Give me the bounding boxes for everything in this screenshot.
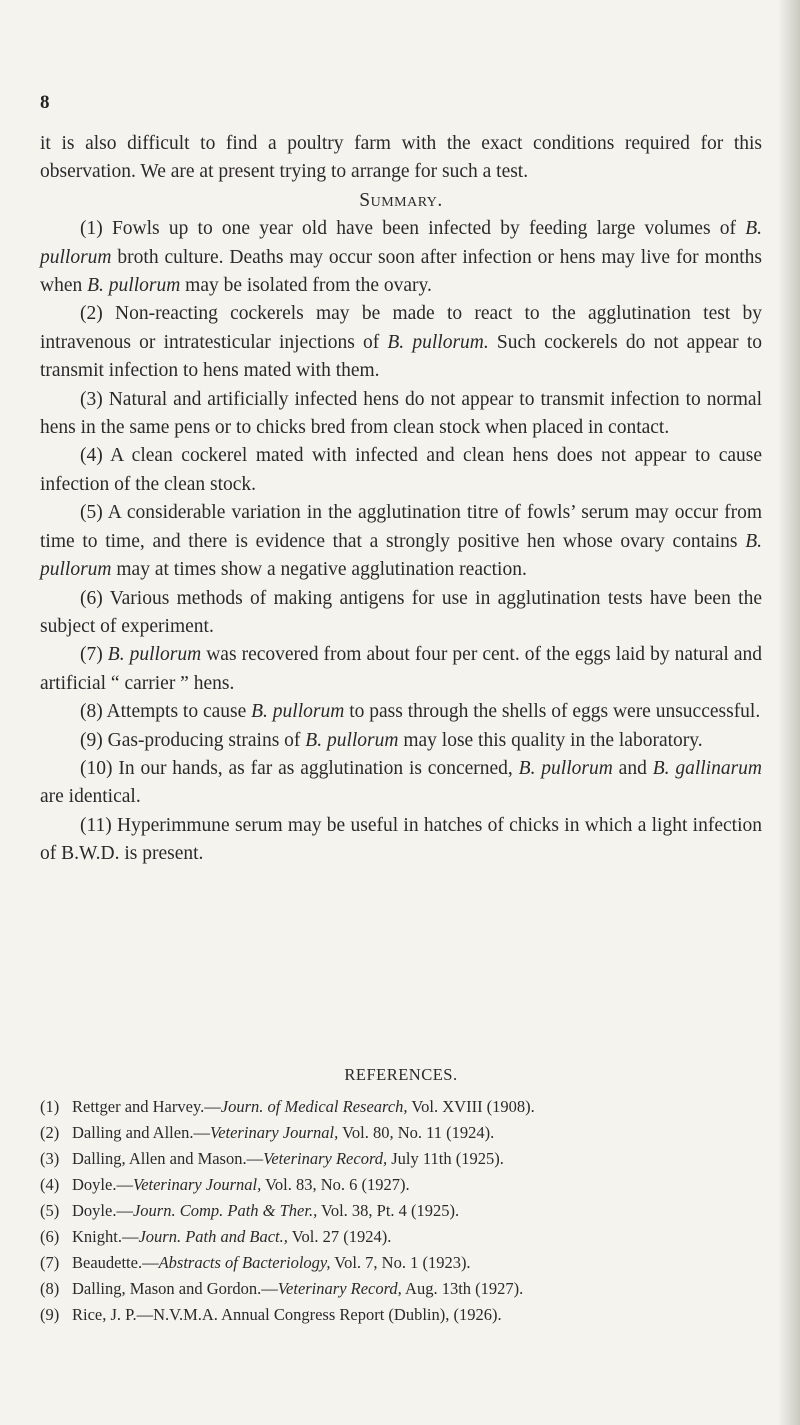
summary-item	[40, 386, 762, 443]
summary-item	[40, 442, 762, 499]
reference-number: (3)	[40, 1149, 60, 1168]
reference-number: (8)	[40, 1279, 60, 1298]
summary-item	[40, 698, 762, 726]
text-run: (11) Hyperimmune serum may be useful in hatches of chicks in which a light infection of B.W.D. is present.	[40, 814, 762, 865]
text-run: are identical.	[40, 786, 141, 808]
text-run: and	[612, 757, 653, 779]
reference-number: (6)	[40, 1227, 60, 1246]
page-edge-shadow	[778, 0, 800, 1425]
text-run: (2) Non-reacting cockerels may be made to react to the agglutination test by intravenous or intratesticular injections of	[40, 303, 762, 353]
text-run: Vol. 83, No. 6 (1927).	[261, 1175, 410, 1194]
text-run: (10) In our hands, as far as agglutination is concerned,	[80, 757, 519, 779]
italic-text: B. pullorum	[87, 275, 181, 297]
italic-text: Veterinary Record,	[277, 1279, 402, 1298]
text-run: Vol. 7, No. 1 (1923).	[330, 1253, 471, 1272]
italic-text: Veterinary Journal,	[209, 1123, 339, 1142]
italic-text: B. pullorum	[40, 218, 762, 268]
reference-number: (2)	[40, 1123, 60, 1142]
text-run: Vol. 80, No. 11 (1924).	[338, 1123, 495, 1142]
reference-item	[40, 1224, 762, 1250]
references-list	[40, 1094, 762, 1328]
references-section	[40, 1062, 762, 1328]
reference-item	[40, 1146, 762, 1172]
text-run: Dalling and Allen.—	[72, 1123, 210, 1142]
text-run: (3) Natural and artificially infected hens do not appear to transmit infection to normal hens in the same pens or to chicks bred from clean stock when placed in contact.	[40, 388, 762, 439]
text-run: (9) Gas-producing strains of	[80, 729, 306, 751]
text-run: may lose this quality in the laboratory.	[398, 729, 703, 751]
text-run: Doyle.—	[72, 1201, 133, 1220]
text-run: (8) Attempts to cause	[80, 701, 252, 723]
text-run: Vol. XVIII (1908).	[407, 1097, 535, 1116]
reference-item	[40, 1302, 762, 1328]
summary-item	[40, 755, 762, 812]
italic-text: Journ. Comp. Path & Ther.,	[132, 1201, 318, 1220]
reference-number: (1)	[40, 1097, 60, 1116]
reference-item	[40, 1094, 762, 1120]
summary-item	[40, 641, 762, 698]
text-run: Rice, J. P.—N.V.M.A. Annual Congress Report (Dublin), (1926).	[72, 1305, 502, 1324]
text-run: Beaudette.—	[72, 1253, 159, 1272]
reference-number: (7)	[40, 1253, 60, 1272]
reference-item	[40, 1172, 762, 1198]
text-run: Dalling, Mason and Gordon.—	[72, 1279, 278, 1298]
text-run: (5) A considerable variation in the agglutination titre of fowls’ serum may occur from time to time, and there is evidence that a strongly positive hen whose ovary contains	[40, 502, 762, 552]
reference-number: (4)	[40, 1175, 60, 1194]
text-run: may be isolated from the ovary.	[180, 275, 432, 297]
summary-heading: Summary.	[359, 189, 443, 211]
text-run: Knight.—	[72, 1227, 139, 1246]
text-run: may at times show a negative agglutination reaction.	[111, 559, 527, 581]
reference-number: (5)	[40, 1201, 60, 1220]
text-run: Vol. 38, Pt. 4 (1925).	[317, 1201, 460, 1220]
text-run: Rettger and Harvey.—	[72, 1097, 221, 1116]
reference-item	[40, 1250, 762, 1276]
text-run: (4) A clean cockerel mated with infected and clean hens does not appear to cause infection of the clean stock.	[40, 445, 762, 495]
italic-text: B. pullorum	[518, 757, 613, 779]
italic-text: Veterinary Record,	[263, 1149, 388, 1168]
text-run: (1) Fowls up to one year old have been infected by feeding large volumes of	[80, 218, 746, 240]
reference-item	[40, 1120, 762, 1146]
summary-list	[40, 215, 762, 868]
summary-item	[40, 727, 762, 755]
summary-item	[40, 499, 762, 584]
intro-paragraph: it is also difficult to find a poultry farm with the exact conditions required for this observation. We are at present trying to arrange for such a test.	[40, 133, 762, 183]
text-run: (6) Various methods of making antigens for use in agglutination tests have been the subject of experiment.	[40, 587, 762, 637]
italic-text: Veterinary Journal,	[132, 1175, 262, 1194]
reference-item	[40, 1276, 762, 1302]
text-run: to pass through the shells of eggs were unsuccessful.	[344, 701, 761, 723]
summary-item	[40, 300, 762, 385]
summary-item	[40, 585, 762, 642]
body-text	[40, 130, 762, 869]
text-run: Vol. 27 (1924).	[287, 1227, 392, 1246]
text-run: July 11th (1925).	[387, 1149, 504, 1168]
summary-item	[40, 812, 762, 869]
italic-text: Journ. Path and Bact.,	[138, 1227, 288, 1246]
italic-text: B. gallinarum	[652, 757, 763, 779]
text-run: was recovered from about four per cent. of the eggs laid by natural and artificial “ carrier ” hens.	[40, 644, 762, 694]
italic-text: B. pullorum	[305, 729, 399, 751]
italic-text: Journ. of Medical Research,	[220, 1097, 408, 1116]
italic-text: B. pullorum	[251, 701, 345, 723]
text-run: Aug. 13th (1927).	[401, 1279, 524, 1298]
reference-number: (9)	[40, 1305, 60, 1324]
text-run: broth culture. Deaths may occur soon after infection or hens may live for months when	[40, 246, 762, 297]
page-number: 8	[40, 92, 50, 113]
text-run: Dalling, Allen and Mason.—	[72, 1149, 264, 1168]
italic-text: B. pullorum	[40, 530, 762, 581]
italic-text: B. pullorum	[107, 644, 202, 666]
text-run: (7)	[80, 644, 108, 666]
italic-text: Abstracts of Bacteriology,	[158, 1253, 331, 1272]
text-run: Doyle.—	[72, 1175, 133, 1194]
summary-item	[40, 215, 762, 300]
text-run: Such cockerels do not appear to transmit infection to hens mated with them.	[40, 331, 762, 382]
reference-item	[40, 1198, 762, 1224]
italic-text: B. pullorum.	[387, 331, 489, 353]
references-heading: REFERENCES.	[344, 1065, 458, 1084]
